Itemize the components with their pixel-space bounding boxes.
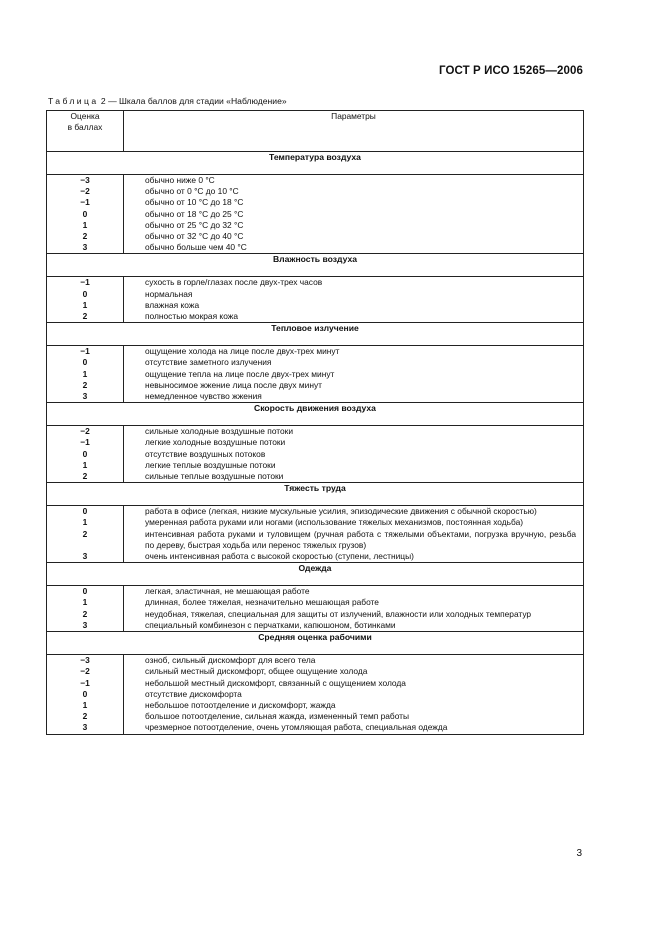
parameter-cell bbox=[124, 655, 584, 734]
score-value: 1 bbox=[82, 517, 88, 528]
section-header-row bbox=[47, 254, 584, 277]
parameter-description: очень интенсивная работа с высокой скоростью (ступени, лестницы) bbox=[145, 551, 414, 562]
score-value: 3 bbox=[82, 722, 88, 733]
score-value: 1 bbox=[82, 219, 88, 230]
parameter-description: обычно от 18 °С до 25 °С bbox=[145, 208, 244, 219]
section-body-row bbox=[47, 175, 584, 254]
parameter-description: отсутствие воздушных потоков bbox=[145, 448, 266, 459]
parameter-description: ощущение холода на лице после двух-трех минут bbox=[145, 346, 340, 357]
section-body-row bbox=[47, 277, 584, 323]
parameter-description: небольшой местный дискомфорт, связанный с ощущением холода bbox=[145, 677, 406, 688]
score-value: 3 bbox=[82, 551, 88, 562]
score-value: 0 bbox=[82, 448, 88, 459]
section-body-row bbox=[47, 655, 584, 734]
parameter-description: обычно больше чем 40 °С bbox=[145, 242, 247, 253]
parameter-description: обычно от 25 °С до 32 °С bbox=[145, 219, 244, 230]
score-column-header bbox=[47, 111, 124, 152]
section-title: Тепловое излучение bbox=[47, 323, 584, 346]
section-header-row bbox=[47, 323, 584, 346]
section-title: Влажность воздуха bbox=[47, 254, 584, 277]
parameter-description: длинная, более тяжелая, незначительно мешающая работе bbox=[145, 597, 379, 608]
score-cell bbox=[47, 277, 124, 323]
score-value: −1 bbox=[80, 346, 90, 357]
parameter-description: сухость в горле/глазах после двух-трех часов bbox=[145, 277, 323, 288]
score-value: −1 bbox=[80, 197, 90, 208]
score-cell bbox=[47, 655, 124, 734]
section-header-row bbox=[47, 483, 584, 506]
section-title: Тяжесть труда bbox=[47, 483, 584, 506]
score-value: 2 bbox=[82, 608, 88, 619]
score-value: 2 bbox=[82, 311, 88, 322]
score-value: −1 bbox=[80, 677, 90, 688]
score-value: 0 bbox=[82, 688, 88, 699]
score-cell bbox=[47, 175, 124, 254]
parameter-description: сильные теплые воздушные потоки bbox=[145, 471, 284, 482]
score-value: −1 bbox=[80, 437, 90, 448]
parameter-description: немедленное чувство жжения bbox=[145, 391, 262, 402]
section-title: Скорость движения воздуха bbox=[47, 403, 584, 426]
table-caption bbox=[48, 96, 287, 106]
table-caption-prefix: Таблица bbox=[48, 96, 99, 106]
score-value: 3 bbox=[82, 391, 88, 402]
section-title: Температура воздуха bbox=[47, 152, 584, 175]
table-header-row bbox=[47, 111, 584, 152]
section-body-row bbox=[47, 426, 584, 483]
score-value: 2 bbox=[82, 528, 88, 539]
parameter-cell bbox=[124, 277, 584, 323]
parameter-description: интенсивная работа руками и туловищем (ручная работа с тяжелыми объектами, погрузка вручную, резьба по дереву, быстрая ходьба или перенос тяжелых грузов) bbox=[145, 528, 576, 550]
parameter-description: озноб, сильный дискомфорт для всего тела bbox=[145, 655, 316, 666]
score-value: −3 bbox=[80, 175, 90, 185]
parameter-cell bbox=[124, 426, 584, 483]
table-body bbox=[47, 152, 584, 735]
parameter-description: обычно от 0 °С до 10 °С bbox=[145, 186, 239, 197]
section-header-row bbox=[47, 403, 584, 426]
score-value: 3 bbox=[82, 242, 88, 253]
section-header-row bbox=[47, 152, 584, 175]
section-title: Средняя оценка рабочими bbox=[47, 632, 584, 655]
parameter-description: невыносимое жжение лица после двух минут bbox=[145, 379, 322, 390]
score-column-header-line2: в баллах bbox=[67, 122, 103, 132]
parameter-description: легкие теплые воздушные потоки bbox=[145, 459, 276, 470]
score-cell bbox=[47, 586, 124, 632]
parameter-cell bbox=[124, 586, 584, 632]
parameter-description: небольшое потоотделение и дискомфорт, жажда bbox=[145, 699, 336, 710]
score-value: −2 bbox=[80, 186, 90, 197]
score-value: 1 bbox=[82, 459, 88, 470]
score-scale-table bbox=[46, 110, 584, 735]
score-value: −2 bbox=[80, 426, 90, 437]
section-body-row bbox=[47, 586, 584, 632]
score-value: −3 bbox=[80, 655, 90, 666]
parameter-description: специальный комбинезон с перчатками, капюшоном, ботинками bbox=[145, 619, 396, 630]
score-cell bbox=[47, 346, 124, 403]
parameter-description: легкие холодные воздушные потоки bbox=[145, 437, 286, 448]
parameter-description: полностью мокрая кожа bbox=[145, 311, 239, 322]
parameter-description: обычно от 32 °С до 40 °С bbox=[145, 231, 244, 242]
score-value: 2 bbox=[82, 231, 88, 242]
section-title: Одежда bbox=[47, 563, 584, 586]
parameter-description: отсутствие дискомфорта bbox=[145, 688, 242, 699]
parameter-description: ощущение тепла на лице после двух-трех минут bbox=[145, 368, 335, 379]
parameter-cell bbox=[124, 175, 584, 254]
score-value: 1 bbox=[82, 699, 88, 710]
score-value: 1 bbox=[82, 368, 88, 379]
parameter-description: обычно ниже 0 °С bbox=[145, 175, 215, 185]
document-standard-title: ГОСТ Р ИСО 15265—2006 bbox=[438, 65, 583, 77]
page-number: 3 bbox=[576, 848, 582, 859]
section-body-row bbox=[47, 506, 584, 563]
parameter-cell bbox=[124, 506, 584, 563]
score-value: 2 bbox=[82, 711, 88, 722]
parameter-description: умеренная работа руками или ногами (использование тяжелых механизмов, постоянная ходьба) bbox=[145, 517, 524, 528]
score-value: 1 bbox=[82, 597, 88, 608]
section-body-row bbox=[47, 346, 584, 403]
score-value: 0 bbox=[82, 506, 88, 517]
parameter-description: неудобная, тяжелая, специальная для защиты от излучений, влажности или холодных температур bbox=[145, 608, 532, 619]
parameter-description: обычно от 10 °С до 18 °С bbox=[145, 197, 244, 208]
parameter-description: работа в офисе (легкая, низкие мускульные усилия, эпизодические движения с обычной скоростью) bbox=[145, 506, 537, 517]
parameter-description: большое потоотделение, сильная жажда, измененный темп работы bbox=[145, 711, 410, 722]
score-value: 0 bbox=[82, 357, 88, 368]
parameter-cell bbox=[124, 346, 584, 403]
score-value: 3 bbox=[82, 619, 88, 630]
parameter-description: сильный местный дискомфорт, общее ощущение холода bbox=[145, 666, 368, 677]
table-caption-title: — Шкала баллов для стадии «Наблюдение» bbox=[108, 96, 287, 106]
parameter-description: сильные холодные воздушные потоки bbox=[145, 426, 294, 437]
score-cell bbox=[47, 506, 124, 563]
score-value: −2 bbox=[80, 666, 90, 677]
score-value: 2 bbox=[82, 471, 88, 482]
score-cell bbox=[47, 426, 124, 483]
parameter-description: нормальная bbox=[145, 288, 193, 299]
params-column-header: Параметры bbox=[124, 111, 584, 152]
score-value: 1 bbox=[82, 299, 88, 310]
score-value: 0 bbox=[82, 208, 88, 219]
section-header-row bbox=[47, 632, 584, 655]
score-value: 0 bbox=[82, 288, 88, 299]
parameter-description: легкая, эластичная, не мешающая работе bbox=[145, 586, 310, 597]
parameter-description: влажная кожа bbox=[145, 299, 200, 310]
score-column-header-line1: Оценка bbox=[70, 111, 100, 121]
parameter-description: отсутствие заметного излучения bbox=[145, 357, 272, 368]
parameter-description: чрезмерное потоотделение, очень утомляющая работа, специальная одежда bbox=[145, 722, 448, 733]
score-value: −1 bbox=[80, 277, 90, 288]
table-caption-number: 2 bbox=[100, 96, 106, 106]
score-value: 2 bbox=[82, 379, 88, 390]
score-value: 0 bbox=[82, 586, 88, 597]
section-header-row bbox=[47, 563, 584, 586]
